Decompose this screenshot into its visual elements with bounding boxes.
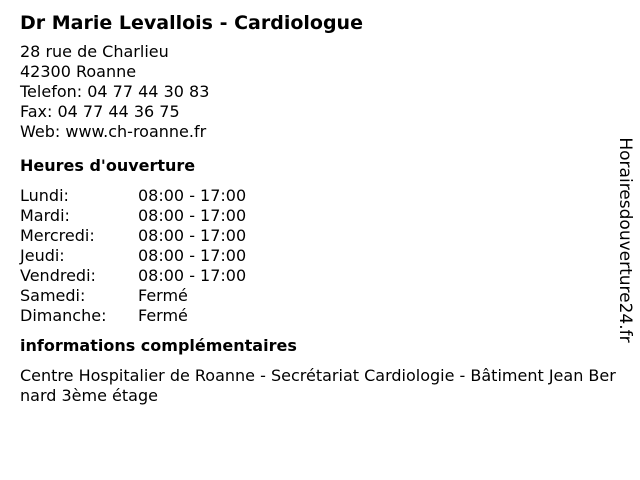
hours-row-saturday <box>20 286 610 306</box>
hours-row-friday <box>20 266 610 286</box>
contact-block <box>20 42 610 142</box>
time-value: Fermé <box>138 306 188 325</box>
fax-line: Fax: 04 77 44 36 75 <box>20 102 180 121</box>
day-label: Mercredi: <box>20 226 95 245</box>
phone-line: Telefon: 04 77 44 30 83 <box>20 82 210 101</box>
hours-table <box>20 186 610 326</box>
web-link[interactable]: Web: www.ch-roanne.fr <box>20 122 207 141</box>
info-heading: informations complémentaires <box>20 336 297 355</box>
street-address: 28 rue de Charlieu <box>20 42 169 61</box>
time-value: Fermé <box>138 286 188 305</box>
doctor-card <box>20 10 616 406</box>
day-label: Vendredi: <box>20 266 96 285</box>
day-label: Jeudi: <box>20 246 65 265</box>
time-value: 08:00 - 17:00 <box>138 246 247 265</box>
time-value: 08:00 - 17:00 <box>138 226 247 245</box>
hours-row-thursday <box>20 246 610 266</box>
time-value: 08:00 - 17:00 <box>138 206 247 225</box>
day-label: Lundi: <box>20 186 69 205</box>
day-label: Dimanche: <box>20 306 107 325</box>
hours-row-tuesday <box>20 206 610 226</box>
day-label: Mardi: <box>20 206 70 225</box>
time-value: 08:00 - 17:00 <box>138 186 247 205</box>
time-value: 08:00 - 17:00 <box>138 266 247 285</box>
hours-row-sunday <box>20 306 610 326</box>
hours-row-monday <box>20 186 610 206</box>
brand-watermark: Horairesdouverture24.fr <box>615 137 635 343</box>
doctor-name-title: Dr Marie Levallois - Cardiologue <box>20 12 363 34</box>
hours-heading: Heures d'ouverture <box>20 156 196 175</box>
day-label: Samedi: <box>20 286 86 305</box>
info-description: Centre Hospitalier de Roanne - Secrétariat Cardiologie - Bâtiment Jean Bernard 3ème étage <box>20 366 616 405</box>
hours-row-wednesday <box>20 226 610 246</box>
city-line: 42300 Roanne <box>20 62 137 81</box>
